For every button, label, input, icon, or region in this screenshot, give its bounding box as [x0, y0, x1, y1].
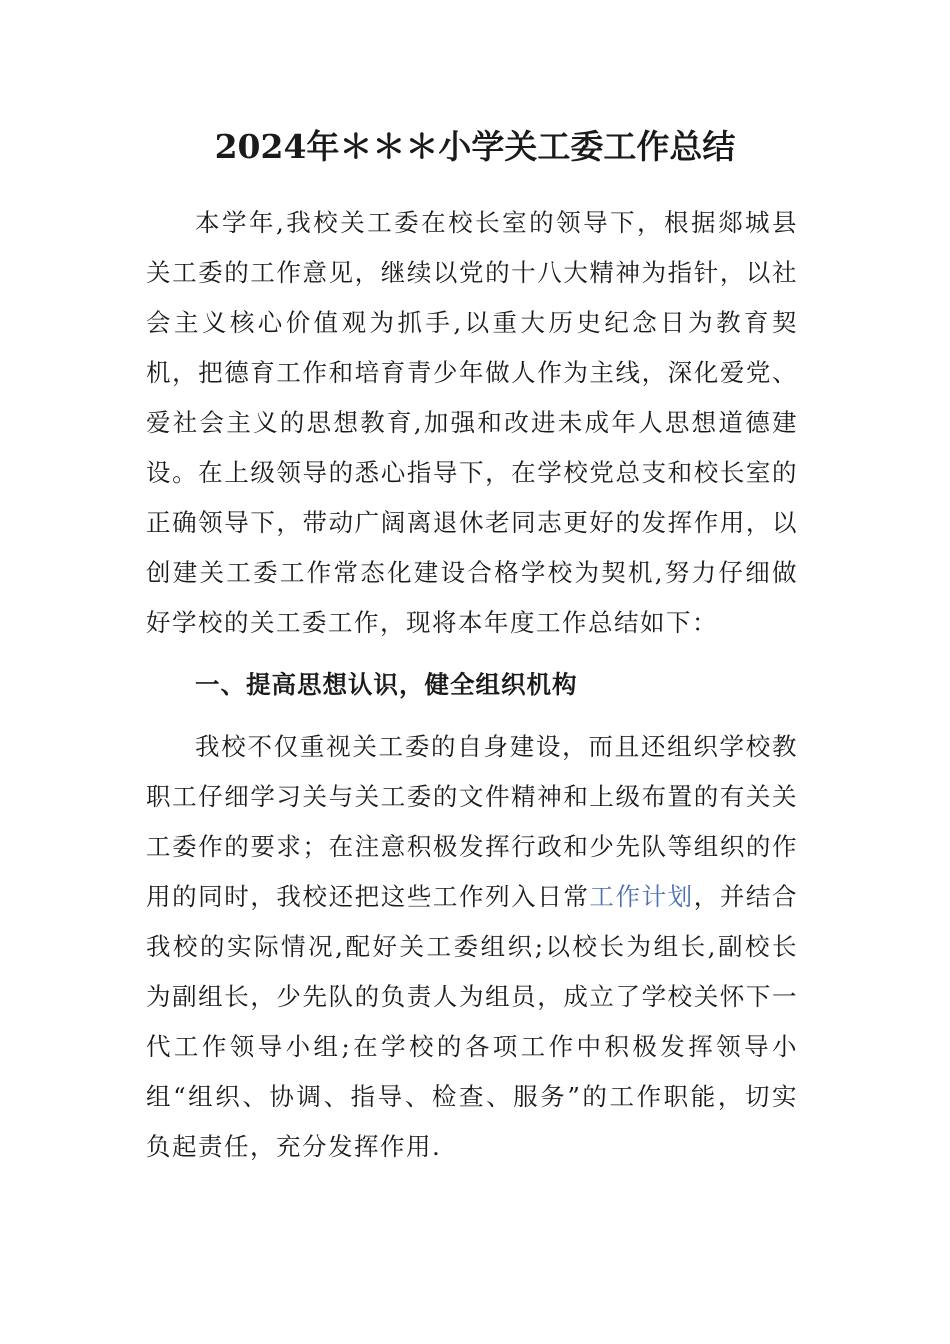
section-paragraph — [146, 722, 798, 1172]
section-heading: 一、提高思想认识，健全组织机构 — [195, 670, 578, 699]
intro-paragraph: 本学年,我校关工委在校长室的领导下，根据郯城县关工委的工作意见，继续以党的十八大精神为指针，以社会主义核心价值观为抓手,以重大历史纪念日为教育契机，把德育工作和培育青少年做人作为主线，深化爱党、爱社会主义的思想教育,加强和改进未成年人思想道德建设。在上级领导的悉心指导下，在学校党总支和校长室的正确领导下，带动广阔离退休老同志更好的发挥作用，以创建关工委工作常态化建设合格学校为契机,努力仔细做好学校的关工委工作，现将本年度工作总结如下： — [146, 208, 798, 637]
document-body — [146, 198, 798, 1172]
page-title: 2024年＊＊＊小学关工委工作总结 — [214, 127, 736, 166]
work-plan-link[interactable]: 工作计划 — [589, 882, 694, 911]
section-text-after-link: ，并结合我校的实际情况,配好关工委组织;以校长为组长,副校长为副组长，少先队的负责人为组员，成立了学校关怀下一代工作领导小组;在学校的各项工作中积极发挥领导小组“组织、协调、指导、检查、服务”的工作职能，切实负起责任，充分发挥作用. — [146, 882, 799, 1161]
section-text-before-link: 我校不仅重视关工委的自身建设，而且还组织学校教职工仔细学习关与关工委的文件精神和上级布置的有关关工委作的要求；在注意积极发挥行政和少先队等组织的作用的同时，我校还把这些工作列入日常 — [146, 732, 798, 911]
